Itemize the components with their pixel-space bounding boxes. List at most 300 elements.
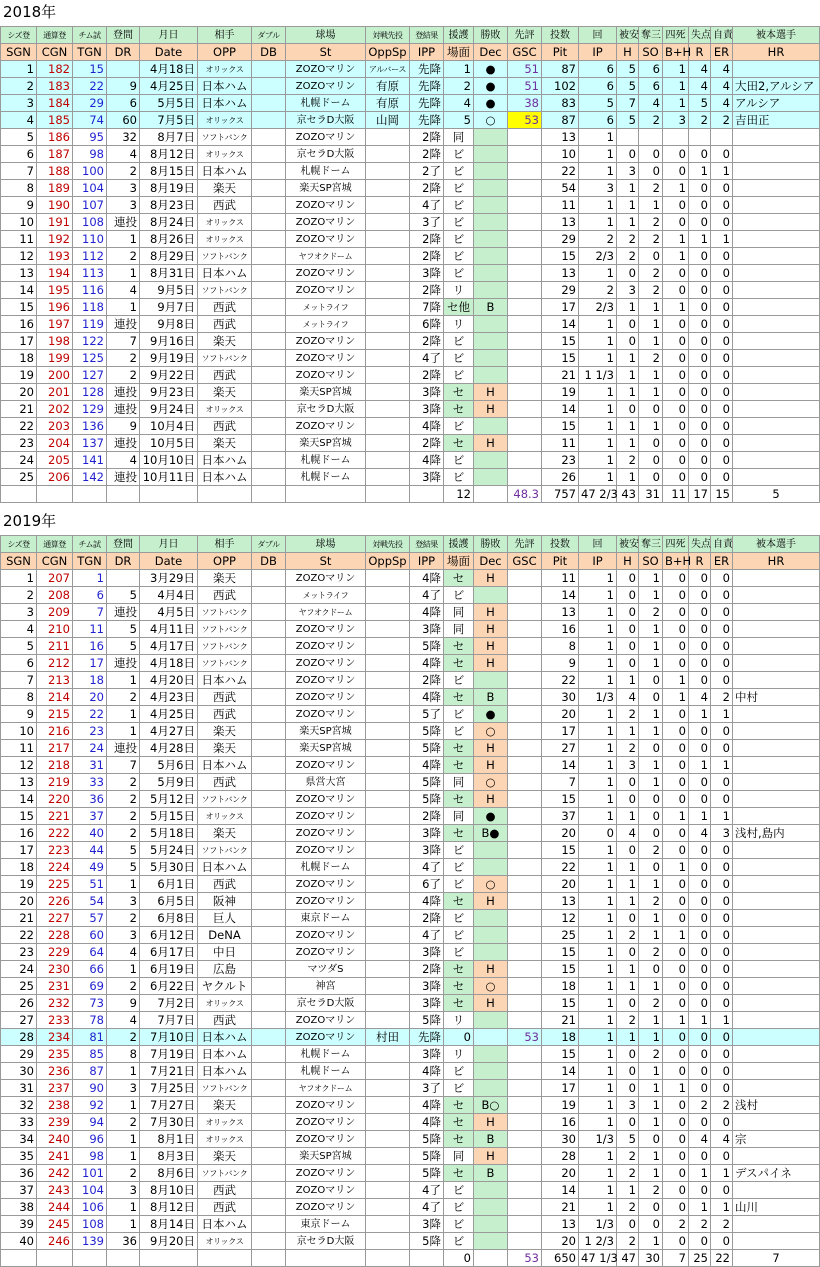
column-header-jp: 失点 bbox=[689, 536, 711, 553]
cell-bh: 0 bbox=[663, 1029, 689, 1046]
cell-gsc bbox=[508, 231, 542, 248]
cell-r: 1 bbox=[689, 1012, 711, 1029]
cell-tgn: 122 bbox=[73, 333, 107, 350]
cell-hr bbox=[733, 740, 820, 757]
cell-date: 8月12日 bbox=[140, 146, 198, 163]
cell-dr: 2 bbox=[107, 825, 140, 842]
cell-tgn: 40 bbox=[73, 825, 107, 842]
cell-sc: ビ bbox=[444, 231, 474, 248]
cell-bh: 0 bbox=[663, 757, 689, 774]
cell-sc: セ bbox=[444, 401, 474, 418]
cell-db bbox=[252, 384, 286, 401]
cell-so: 0 bbox=[639, 163, 663, 180]
cell-pit: 15 bbox=[542, 944, 579, 961]
cell-ipp: 7降 bbox=[410, 299, 444, 316]
cell-r: 0 bbox=[689, 995, 711, 1012]
cell-r: 0 bbox=[689, 435, 711, 452]
cell-r: 0 bbox=[689, 604, 711, 621]
cell-hr bbox=[733, 893, 820, 910]
cell-r: 4 bbox=[689, 689, 711, 706]
cell-r: 4 bbox=[689, 825, 711, 842]
column-header-jp: 登間 bbox=[107, 27, 140, 44]
cell-pit: 15 bbox=[542, 350, 579, 367]
cell-sc: セ bbox=[444, 435, 474, 452]
cell-st: ZOZOマリン bbox=[286, 61, 366, 78]
cell-er: 1 bbox=[711, 231, 733, 248]
cell-ip: 1/3 bbox=[579, 1216, 617, 1233]
cell-sc: ビ bbox=[444, 163, 474, 180]
cell-opp: 西武 bbox=[198, 316, 252, 333]
cell-pit: 8 bbox=[542, 638, 579, 655]
column-header: CGN bbox=[37, 553, 73, 570]
cell-db bbox=[252, 808, 286, 825]
cell-cgn: 240 bbox=[37, 1131, 73, 1148]
cell-dr: 連投 bbox=[107, 316, 140, 333]
cell-oppsp bbox=[366, 638, 410, 655]
table-row bbox=[1, 910, 820, 927]
cell-r: 1 bbox=[689, 1165, 711, 1182]
cell-oppsp bbox=[366, 689, 410, 706]
cell-dr: 1 bbox=[107, 1097, 140, 1114]
column-header-jp: 登結果 bbox=[410, 27, 444, 44]
cell-bh: 0 bbox=[663, 384, 689, 401]
cell-tgn: 119 bbox=[73, 316, 107, 333]
cell-dec bbox=[474, 197, 508, 214]
cell-hr bbox=[733, 1182, 820, 1199]
cell-sc: セ bbox=[444, 689, 474, 706]
cell-ipp: 4降 bbox=[410, 1097, 444, 1114]
cell-dr: 2 bbox=[107, 978, 140, 995]
cell-tgn: 6 bbox=[73, 587, 107, 604]
cell-ip: 1 bbox=[579, 384, 617, 401]
cell-ip: 1 bbox=[579, 672, 617, 689]
cell-dec: H bbox=[474, 893, 508, 910]
cell-sc: セ bbox=[444, 995, 474, 1012]
cell-ipp: 4降 bbox=[410, 893, 444, 910]
cell-er: 0 bbox=[711, 672, 733, 689]
cell-hr: デスパイネ bbox=[733, 1165, 820, 1182]
cell-st: メットライフ bbox=[286, 316, 366, 333]
table-row bbox=[1, 1131, 820, 1148]
cell-ipp: 4了 bbox=[410, 927, 444, 944]
cell-so: 0 bbox=[639, 859, 663, 876]
cell-bh: 1 bbox=[663, 299, 689, 316]
cell-db bbox=[252, 282, 286, 299]
cell-hr bbox=[733, 1114, 820, 1131]
cell-h: 7 bbox=[617, 95, 639, 112]
column-header-jp: 被本選手 bbox=[733, 27, 820, 44]
cell-bh: 0 bbox=[663, 723, 689, 740]
header-row-en bbox=[1, 553, 820, 570]
cell-date: 9月16日 bbox=[140, 333, 198, 350]
cell-tgn: 37 bbox=[73, 808, 107, 825]
cell-db bbox=[252, 927, 286, 944]
cell-oppsp bbox=[366, 859, 410, 876]
cell-oppsp bbox=[366, 265, 410, 282]
cell-h: 2 bbox=[617, 248, 639, 265]
cell-bh: 0 bbox=[663, 367, 689, 384]
cell-bh: 1 bbox=[663, 808, 689, 825]
cell-er: 0 bbox=[711, 469, 733, 486]
cell-bh: 0 bbox=[663, 214, 689, 231]
cell-tgn: 112 bbox=[73, 248, 107, 265]
cell-dr: 2 bbox=[107, 163, 140, 180]
cell-opp: ソフトバンク bbox=[198, 655, 252, 672]
cell-st: 楽天SP宮城 bbox=[286, 384, 366, 401]
cell-hr bbox=[733, 655, 820, 672]
cell-so: 1 bbox=[639, 910, 663, 927]
cell-bh: 0 bbox=[663, 197, 689, 214]
cell-h: 0 bbox=[617, 842, 639, 859]
table-row bbox=[1, 978, 820, 995]
cell-oppsp bbox=[366, 740, 410, 757]
cell-dr: 32 bbox=[107, 129, 140, 146]
cell-date: 9月5日 bbox=[140, 282, 198, 299]
year-title-2018: 2018年 bbox=[3, 3, 57, 21]
column-header: TGN bbox=[73, 553, 107, 570]
table-row bbox=[1, 418, 820, 435]
cell-er: 1 bbox=[711, 163, 733, 180]
cell-er: 0 bbox=[711, 655, 733, 672]
cell-oppsp bbox=[366, 435, 410, 452]
cell-bh: 0 bbox=[663, 316, 689, 333]
cell-cgn: 228 bbox=[37, 927, 73, 944]
column-header: HR bbox=[733, 44, 820, 61]
cell-sgn: 20 bbox=[1, 384, 37, 401]
cell-date: 7月2日 bbox=[140, 995, 198, 1012]
cell-dr: 3 bbox=[107, 1182, 140, 1199]
cell-er: 2 bbox=[711, 1097, 733, 1114]
cell-so: 1 bbox=[639, 1233, 663, 1250]
cell-so: 4 bbox=[639, 95, 663, 112]
table-row bbox=[1, 265, 820, 282]
cell-ipp: 3降 bbox=[410, 401, 444, 418]
cell-hr bbox=[733, 757, 820, 774]
table-row bbox=[1, 944, 820, 961]
cell-sc: 同 bbox=[444, 129, 474, 146]
column-header: SO bbox=[639, 553, 663, 570]
cell-ip: 1 bbox=[579, 587, 617, 604]
cell-date: 8月15日 bbox=[140, 163, 198, 180]
cell-date: 4月11日 bbox=[140, 621, 198, 638]
cell-ipp: 5降 bbox=[410, 774, 444, 791]
cell-oppsp bbox=[366, 1097, 410, 1114]
cell-pit: 18 bbox=[542, 1029, 579, 1046]
cell-date: 6月22日 bbox=[140, 978, 198, 995]
total-empty bbox=[73, 486, 107, 503]
cell-sgn: 10 bbox=[1, 723, 37, 740]
cell-ip: 1 bbox=[579, 1165, 617, 1182]
cell-ipp: 2降 bbox=[410, 333, 444, 350]
column-header: St bbox=[286, 553, 366, 570]
cell-cgn: 222 bbox=[37, 825, 73, 842]
cell-date: 4月28日 bbox=[140, 740, 198, 757]
total-er: 22 bbox=[711, 1250, 733, 1267]
cell-ipp: 4降 bbox=[410, 1063, 444, 1080]
cell-h: 0 bbox=[617, 265, 639, 282]
cell-hr bbox=[733, 570, 820, 587]
cell-hr bbox=[733, 995, 820, 1012]
column-header-jp: シズ登 bbox=[1, 536, 37, 553]
cell-oppsp bbox=[366, 1148, 410, 1165]
cell-oppsp bbox=[366, 1182, 410, 1199]
cell-bh: 0 bbox=[663, 944, 689, 961]
cell-h: 2 bbox=[617, 231, 639, 248]
cell-oppsp: 山岡 bbox=[366, 112, 410, 129]
total-h: 43 bbox=[617, 486, 639, 503]
cell-hr bbox=[733, 876, 820, 893]
cell-pit: 12 bbox=[542, 910, 579, 927]
cell-ip: 6 bbox=[579, 78, 617, 95]
cell-oppsp bbox=[366, 1165, 410, 1182]
cell-hr bbox=[733, 910, 820, 927]
cell-sgn: 12 bbox=[1, 757, 37, 774]
cell-hr: 吉田正 bbox=[733, 112, 820, 129]
cell-ip: 1 bbox=[579, 401, 617, 418]
cell-bh: 0 bbox=[663, 1114, 689, 1131]
cell-tgn: 100 bbox=[73, 163, 107, 180]
cell-dr bbox=[107, 61, 140, 78]
cell-cgn: 193 bbox=[37, 248, 73, 265]
cell-opp: 楽天 bbox=[198, 723, 252, 740]
cell-cgn: 200 bbox=[37, 367, 73, 384]
cell-gsc bbox=[508, 774, 542, 791]
year-title-2019: 2019年 bbox=[3, 512, 57, 530]
table-row bbox=[1, 1029, 820, 1046]
cell-date: 9月22日 bbox=[140, 367, 198, 384]
cell-date: 8月6日 bbox=[140, 1165, 198, 1182]
cell-ipp: 3降 bbox=[410, 978, 444, 995]
cell-opp: 西武 bbox=[198, 197, 252, 214]
cell-date: 8月26日 bbox=[140, 231, 198, 248]
cell-h: 1 bbox=[617, 859, 639, 876]
column-header-jp: 奪三 bbox=[639, 536, 663, 553]
cell-bh: 0 bbox=[663, 791, 689, 808]
cell-sc: ビ bbox=[444, 265, 474, 282]
cell-tgn: 22 bbox=[73, 78, 107, 95]
cell-st: 京セラD大阪 bbox=[286, 995, 366, 1012]
cell-cgn: 211 bbox=[37, 638, 73, 655]
column-header-jp: 勝敗 bbox=[474, 536, 508, 553]
cell-ip: 1 bbox=[579, 469, 617, 486]
cell-opp: オリックス bbox=[198, 1233, 252, 1250]
cell-sgn: 33 bbox=[1, 1114, 37, 1131]
cell-gsc: 53 bbox=[508, 112, 542, 129]
cell-so: 1 bbox=[639, 1012, 663, 1029]
cell-h: 0 bbox=[617, 587, 639, 604]
cell-db bbox=[252, 1216, 286, 1233]
cell-bh: 3 bbox=[663, 112, 689, 129]
cell-r: 2 bbox=[689, 1216, 711, 1233]
cell-cgn: 236 bbox=[37, 1063, 73, 1080]
cell-cgn: 201 bbox=[37, 384, 73, 401]
cell-sc: ビ bbox=[444, 1063, 474, 1080]
cell-ip: 1 bbox=[579, 1097, 617, 1114]
cell-st: ZOZOマリン bbox=[286, 1012, 366, 1029]
cell-pit: 15 bbox=[542, 995, 579, 1012]
cell-sc: ビ bbox=[444, 1216, 474, 1233]
cell-dr: 1 bbox=[107, 1148, 140, 1165]
cell-bh: 1 bbox=[663, 859, 689, 876]
cell-pit: 14 bbox=[542, 757, 579, 774]
cell-bh: 0 bbox=[663, 1097, 689, 1114]
cell-h: 2 bbox=[617, 740, 639, 757]
cell-ipp: 4降 bbox=[410, 418, 444, 435]
total-empty bbox=[252, 1250, 286, 1267]
cell-ip: 1 bbox=[579, 944, 617, 961]
cell-ip: 2/3 bbox=[579, 248, 617, 265]
cell-db bbox=[252, 570, 286, 587]
table-row bbox=[1, 893, 820, 910]
total-empty bbox=[286, 1250, 366, 1267]
cell-dr: 1 bbox=[107, 876, 140, 893]
cell-er: 0 bbox=[711, 995, 733, 1012]
cell-bh: 1 bbox=[663, 927, 689, 944]
cell-h: 0 bbox=[617, 774, 639, 791]
cell-bh: 0 bbox=[663, 638, 689, 655]
cell-opp: 楽天 bbox=[198, 1148, 252, 1165]
cell-h: 1 bbox=[617, 299, 639, 316]
cell-er: 0 bbox=[711, 791, 733, 808]
column-header-jp: 対戦先投 bbox=[366, 536, 410, 553]
cell-opp: 日本ハム bbox=[198, 859, 252, 876]
cell-so: 2 bbox=[639, 944, 663, 961]
cell-st: ZOZOマリン bbox=[286, 333, 366, 350]
cell-dr: 2 bbox=[107, 350, 140, 367]
cell-er: 0 bbox=[711, 604, 733, 621]
cell-oppsp bbox=[366, 791, 410, 808]
cell-gsc bbox=[508, 621, 542, 638]
cell-db bbox=[252, 1148, 286, 1165]
cell-hr: 浅村,島内 bbox=[733, 825, 820, 842]
cell-oppsp bbox=[366, 961, 410, 978]
cell-cgn: 184 bbox=[37, 95, 73, 112]
cell-cgn: 208 bbox=[37, 587, 73, 604]
cell-cgn: 185 bbox=[37, 112, 73, 129]
cell-ipp: 4降 bbox=[410, 689, 444, 706]
column-header-jp: 被安 bbox=[617, 536, 639, 553]
cell-ipp: 4降 bbox=[410, 570, 444, 587]
cell-so: 0 bbox=[639, 435, 663, 452]
cell-sgn: 28 bbox=[1, 1029, 37, 1046]
cell-pit: 25 bbox=[542, 927, 579, 944]
cell-bh: 0 bbox=[663, 774, 689, 791]
cell-date: 5月5日 bbox=[140, 95, 198, 112]
column-header: St bbox=[286, 44, 366, 61]
cell-oppsp bbox=[366, 995, 410, 1012]
cell-cgn: 198 bbox=[37, 333, 73, 350]
cell-date: 5月30日 bbox=[140, 859, 198, 876]
cell-gsc bbox=[508, 452, 542, 469]
cell-st: ZOZOマリン bbox=[286, 282, 366, 299]
cell-er: 0 bbox=[711, 197, 733, 214]
cell-ip: 1 bbox=[579, 978, 617, 995]
cell-hr bbox=[733, 61, 820, 78]
cell-sgn: 31 bbox=[1, 1080, 37, 1097]
cell-sgn: 1 bbox=[1, 61, 37, 78]
cell-bh: 0 bbox=[663, 146, 689, 163]
cell-er: 0 bbox=[711, 452, 733, 469]
cell-ipp: 3降 bbox=[410, 842, 444, 859]
cell-st: 札幌ドーム bbox=[286, 1046, 366, 1063]
cell-gsc bbox=[508, 282, 542, 299]
column-header: Pit bbox=[542, 553, 579, 570]
cell-sc: 2 bbox=[444, 78, 474, 95]
cell-ipp: 5了 bbox=[410, 706, 444, 723]
cell-db bbox=[252, 655, 286, 672]
cell-bh: 0 bbox=[663, 910, 689, 927]
table-row bbox=[1, 401, 820, 418]
cell-date: 4月25日 bbox=[140, 78, 198, 95]
cell-bh: 0 bbox=[663, 333, 689, 350]
cell-ip: 1 bbox=[579, 350, 617, 367]
cell-r: 0 bbox=[689, 333, 711, 350]
cell-gsc bbox=[508, 859, 542, 876]
cell-pit: 11 bbox=[542, 435, 579, 452]
cell-pit: 16 bbox=[542, 621, 579, 638]
total-empty bbox=[73, 1250, 107, 1267]
cell-h: 0 bbox=[617, 604, 639, 621]
cell-cgn: 202 bbox=[37, 401, 73, 418]
column-header-jp: チム試 bbox=[73, 536, 107, 553]
cell-cgn: 190 bbox=[37, 197, 73, 214]
cell-pit: 18 bbox=[542, 978, 579, 995]
cell-pit: 15 bbox=[542, 842, 579, 859]
table-row bbox=[1, 1097, 820, 1114]
cell-ip: 1 bbox=[579, 995, 617, 1012]
cell-oppsp bbox=[366, 350, 410, 367]
cell-dec bbox=[474, 1199, 508, 1216]
cell-cgn: 204 bbox=[37, 435, 73, 452]
cell-sc: ビ bbox=[444, 910, 474, 927]
cell-sgn: 14 bbox=[1, 282, 37, 299]
cell-opp: ソフトバンク bbox=[198, 282, 252, 299]
cell-so: 1 bbox=[639, 774, 663, 791]
cell-date: 4月18日 bbox=[140, 61, 198, 78]
cell-pit: 11 bbox=[542, 197, 579, 214]
cell-h: 2 bbox=[617, 1199, 639, 1216]
cell-r: 0 bbox=[689, 876, 711, 893]
column-header-jp: チム試 bbox=[73, 27, 107, 44]
cell-r: 1 bbox=[689, 706, 711, 723]
column-header: GSC bbox=[508, 553, 542, 570]
cell-st: メットライフ bbox=[286, 299, 366, 316]
cell-ipp: 3降 bbox=[410, 995, 444, 1012]
cell-opp: 日本ハム bbox=[198, 469, 252, 486]
cell-sc: ビ bbox=[444, 859, 474, 876]
cell-ipp: 2了 bbox=[410, 163, 444, 180]
cell-hr bbox=[733, 1080, 820, 1097]
column-header-jp: 勝敗 bbox=[474, 27, 508, 44]
cell-tgn: 49 bbox=[73, 859, 107, 876]
column-header-jp: シズ登 bbox=[1, 27, 37, 44]
cell-h: 2 bbox=[617, 927, 639, 944]
cell-st: 京セラD大阪 bbox=[286, 401, 366, 418]
cell-date: 7月27日 bbox=[140, 1097, 198, 1114]
cell-ip: 1 bbox=[579, 808, 617, 825]
cell-ip: 0 bbox=[579, 825, 617, 842]
cell-dec: B bbox=[474, 1165, 508, 1182]
cell-hr bbox=[733, 723, 820, 740]
cell-dr: 4 bbox=[107, 944, 140, 961]
cell-dec: ● bbox=[474, 61, 508, 78]
cell-sgn: 24 bbox=[1, 961, 37, 978]
cell-gsc: 38 bbox=[508, 95, 542, 112]
cell-bh: 0 bbox=[663, 1148, 689, 1165]
cell-tgn: 11 bbox=[73, 621, 107, 638]
column-header: OPP bbox=[198, 553, 252, 570]
cell-ipp: 3降 bbox=[410, 825, 444, 842]
